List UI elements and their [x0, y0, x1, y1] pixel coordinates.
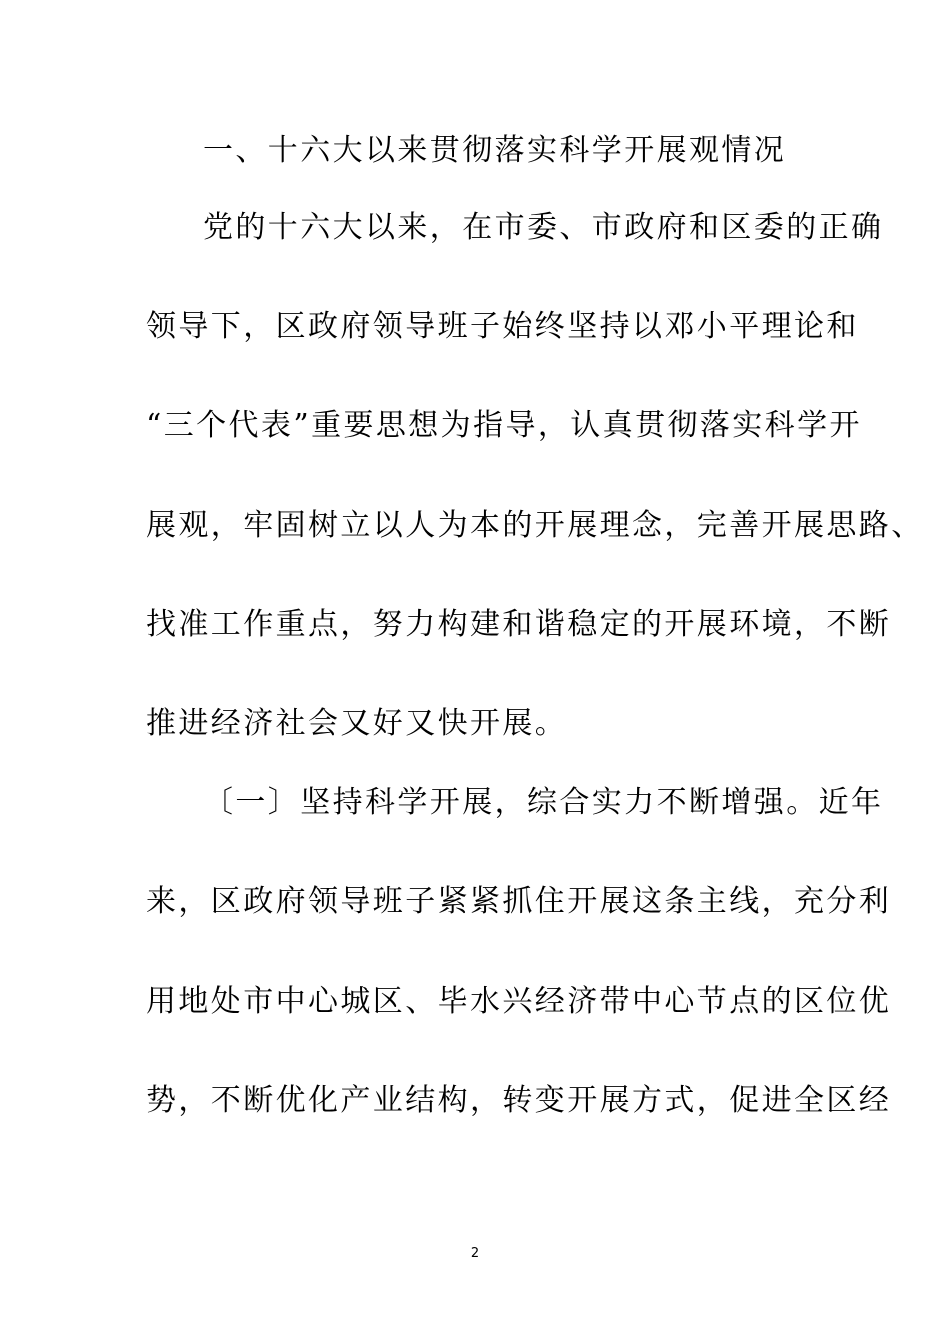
page-number: 2	[470, 1246, 480, 1261]
paragraph-line: 展观，牢固树立以人为本的开展理念，完善开展思路、	[146, 508, 924, 543]
paragraph-line: 〔一〕坚持科学开展，综合实力不断增强。近年	[203, 785, 884, 820]
paragraph-line: 党的十六大以来，在市委、市政府和区委的正确	[203, 210, 884, 245]
paragraph-line: 来，区政府领导班子紧紧抓住开展这条主线，充分利	[146, 884, 892, 919]
paragraph-line: 找准工作重点，努力构建和谐稳定的开展环境，不断	[146, 607, 892, 642]
paragraph-line: 领导下，区政府领导班子始终坚持以邓小平理论和	[146, 309, 859, 344]
paragraph-line: “三个代表”重要思想为指导，认真贯彻落实科学开	[146, 408, 862, 443]
paragraph-line: 推进经济社会又好又快开展。	[146, 706, 568, 741]
section-heading: 一、十六大以来贯彻落实科学开展观情况	[203, 133, 787, 168]
paragraph-line: 用地处市中心城区、毕水兴经济带中心节点的区位优	[146, 984, 892, 1019]
paragraph-line: 势，不断优化产业结构，转变开展方式，促进全区经	[146, 1083, 892, 1118]
